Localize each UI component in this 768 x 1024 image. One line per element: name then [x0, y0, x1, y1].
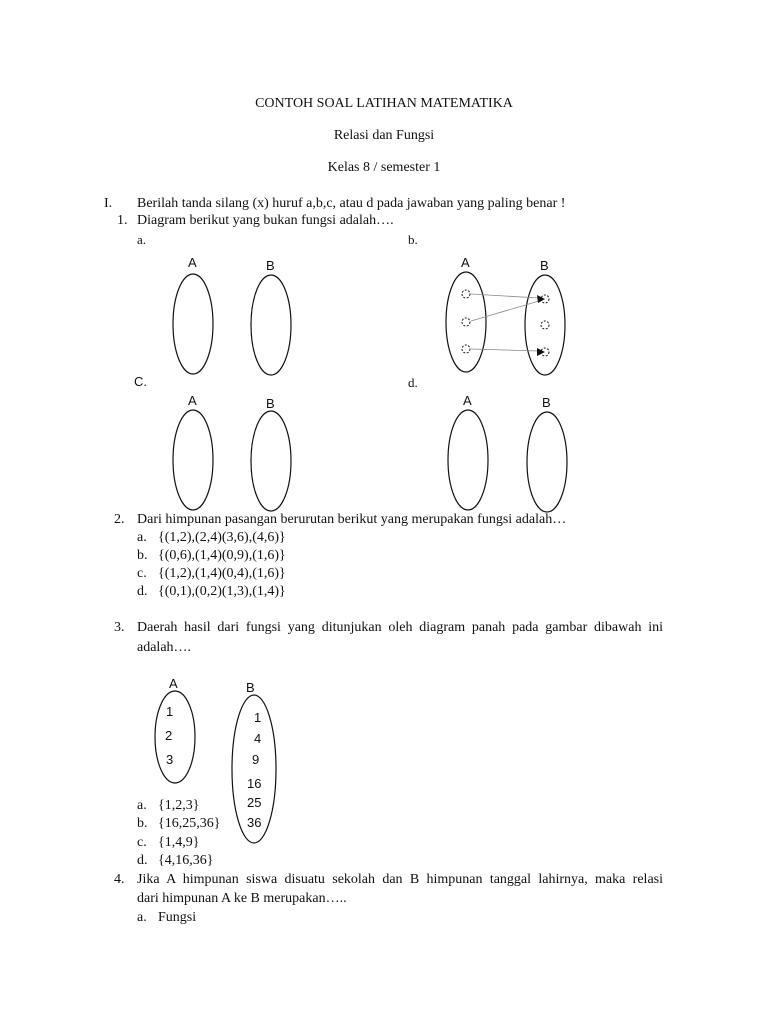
q3-option-d-label: d.: [137, 853, 148, 868]
q3-set-a-item: 1: [166, 704, 174, 719]
q3-set-a-label: A: [169, 676, 178, 691]
q1b-arrowhead-2: [537, 348, 545, 356]
page-title: CONTOH SOAL LATIHAN MATEMATIKA: [255, 96, 513, 111]
q1-option-d-label: d.: [408, 375, 418, 390]
q1a-diagram: [170, 272, 300, 376]
q1b-arrowhead-1: [537, 295, 545, 303]
q1d-set-b-label: B: [542, 395, 551, 410]
q1-option-a-label: a.: [137, 232, 147, 247]
q1-number: 1.: [117, 213, 128, 228]
q1b-set-a-label: A: [461, 255, 470, 270]
q3-number: 3.: [114, 620, 125, 635]
q3-option-b-text: {16,25,36}: [158, 816, 221, 831]
q1a-set-a-label: A: [188, 255, 197, 270]
q1b-point-b2: [541, 321, 549, 329]
section-number: I.: [104, 196, 113, 211]
q2-number: 2.: [114, 512, 125, 527]
section-instruction: Berilah tanda silang (x) huruf a,b,c, atau d pada jawaban yang paling benar !: [137, 196, 566, 211]
q2-option-b-label: b.: [137, 548, 148, 563]
q4-option-a-label: a.: [137, 910, 147, 925]
q1c-set-a-oval: [173, 410, 213, 510]
q4-number: 4.: [114, 872, 125, 887]
page-subtitle: Relasi dan Fungsi: [333, 128, 435, 143]
q1b-point-a3: [462, 345, 470, 353]
q3-set-b-item: 4: [254, 731, 262, 746]
q1c-set-a-label: A: [188, 393, 197, 408]
q1b-point-a1: [462, 290, 470, 298]
q1d-set-a-label: A: [463, 393, 472, 408]
q3-text-line2: adalah….: [137, 640, 192, 655]
q3-option-b-label: b.: [137, 816, 148, 831]
q1-option-c-label: C.: [134, 374, 147, 389]
q2-option-a-label: a.: [137, 530, 147, 545]
q4-option-a-text: Fungsi: [158, 910, 197, 925]
q3-option-a-label: a.: [137, 798, 147, 813]
q3-set-b-item: 25: [247, 795, 262, 810]
q1a-set-b-oval: [251, 275, 291, 375]
q1b-set-a-oval: [446, 272, 486, 372]
q2-option-b-text: {(0,6),(1,4)(0,9),(1,6)}: [158, 548, 286, 563]
q2-option-d-label: d.: [137, 584, 148, 599]
q1b-diagram: [444, 270, 574, 378]
q3-set-a-item: 2: [165, 728, 173, 743]
q1b-arrow-3: [471, 349, 539, 351]
q2-option-c-label: c.: [137, 566, 147, 581]
q3-set-a-oval: [155, 691, 195, 783]
q1-option-b-label: b.: [408, 232, 418, 247]
q1b-set-b-oval: [525, 275, 565, 375]
q1b-point-a2: [462, 318, 470, 326]
q1a-set-b-label: B: [266, 258, 275, 273]
q3-option-c-label: c.: [137, 835, 147, 850]
q3-option-d-text: {4,16,36}: [158, 853, 214, 868]
q3-option-a-text: {1,2,3}: [158, 798, 200, 813]
q1c-diagram: [170, 408, 300, 512]
q1c-set-b-label: B: [266, 396, 275, 411]
q2-option-d-text: {(0,1),(0,2)(1,3),(1,4)}: [158, 584, 286, 599]
q3-set-a-item: 3: [166, 752, 174, 767]
q4-text-line1: Jika A himpunan siswa disuatu sekolah dan B himpunan tanggal lahirnya, maka relasi: [137, 872, 663, 887]
q1-text: Diagram berikut yang bukan fungsi adalah….: [137, 213, 394, 228]
q2-option-a-text: {(1,2),(2,4)(3,6),(4,6)}: [158, 530, 286, 545]
q3-set-b-item: 16: [247, 776, 262, 791]
class-info: Kelas 8 / semester 1: [327, 160, 441, 175]
q2-option-c-text: {(1,2),(1,4)(0,4),(1,6)}: [158, 566, 286, 581]
q2-text: Dari himpunan pasangan berurutan berikut yang merupakan fungsi adalah…: [137, 512, 567, 527]
q1b-arrow-2: [471, 301, 539, 321]
q1d-diagram: [446, 408, 576, 512]
q1d-set-b-oval: [527, 412, 567, 512]
q1c-set-b-oval: [251, 411, 291, 511]
q3-text-line1: Daerah hasil dari fungsi yang ditunjukan oleh diagram panah pada gambar dibawah ini: [137, 620, 663, 635]
q3-set-b-item: 1: [254, 710, 262, 725]
q1b-set-b-label: B: [540, 258, 549, 273]
q1a-set-a-oval: [173, 274, 213, 374]
q3-set-b-item: 9: [252, 752, 260, 767]
q3-set-b-label: B: [246, 680, 255, 695]
q3-option-c-text: {1,4,9}: [158, 835, 200, 850]
q1d-set-a-oval: [448, 410, 488, 510]
q4-text-line2: dari himpunan A ke B merupakan…..: [137, 891, 347, 906]
q3-set-b-item: 36: [247, 815, 262, 830]
